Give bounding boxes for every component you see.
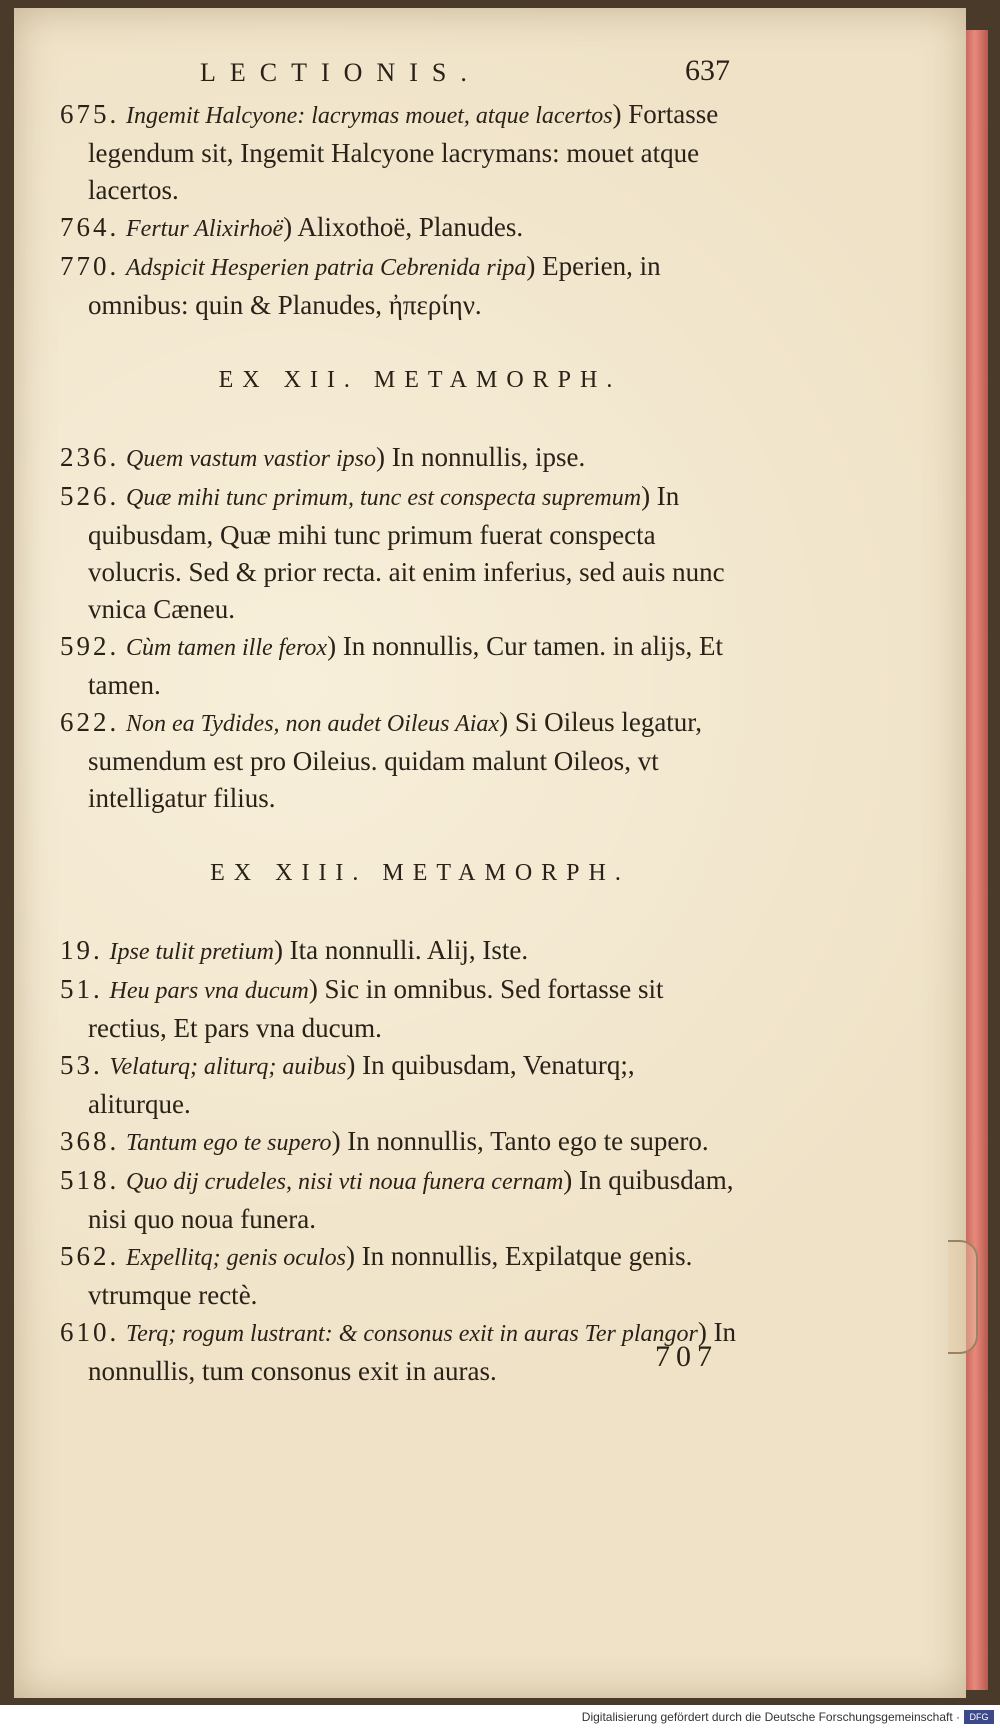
funding-credit: Digitalisierung gefördert durch die Deutsche Forschungsgemeinschaft ·	[581, 1710, 960, 1724]
commentary: ) Alixothoë, Planudes.	[283, 212, 524, 242]
running-head	[200, 54, 730, 98]
line-number: 53.	[60, 1050, 103, 1080]
lemma: Cùm tamen ille ferox	[126, 635, 328, 661]
line-number: 770.	[60, 251, 120, 281]
lemma: Heu pars vna ducum	[109, 978, 309, 1004]
line-number: 236.	[60, 442, 120, 472]
entry	[60, 478, 740, 628]
entry	[60, 1047, 740, 1123]
entry	[60, 971, 740, 1047]
entry	[60, 1314, 740, 1390]
running-title: LECTIONIS.	[200, 58, 481, 87]
lemma: Ingemit Halcyone: lacrymas mouet, atque lacertos	[126, 103, 613, 129]
lemma: Tantum ego te supero	[126, 1130, 332, 1156]
lemma: Non ea Tydides, non audet Oileus Aiax	[126, 711, 500, 737]
dfg-logo: DFG	[964, 1710, 994, 1724]
entry	[60, 248, 740, 324]
commentary: ) In quibusdam, Quæ mihi tunc primum fuerat conspecta volucris. Sed & prior recta. ait enim inferius, sed auis nunc vnica Cæneu.	[88, 481, 725, 624]
line-number: 51.	[60, 974, 103, 1004]
commentary: ) In nonnullis, Tanto ego te supero.	[331, 1126, 709, 1156]
entry	[60, 96, 740, 209]
commentary: ) In nonnullis, tum consonus exit in auras.	[88, 1317, 737, 1386]
lemma: Fertur Alixirhoë	[126, 216, 284, 242]
text-block	[60, 96, 740, 1390]
entry	[60, 1123, 740, 1162]
entry	[60, 1238, 740, 1314]
lemma: Velaturq; aliturq; auibus	[109, 1054, 347, 1080]
page-edge	[966, 30, 988, 1690]
line-number: 368.	[60, 1126, 120, 1156]
line-number: 518.	[60, 1165, 120, 1195]
line-number: 526.	[60, 481, 120, 511]
commentary: ) Fortasse legendum sit, Ingemit Halcyone lacrymans: mouet atque lacertos.	[88, 99, 719, 205]
entry	[60, 1162, 740, 1238]
line-number: 622.	[60, 707, 120, 737]
commentary: ) In quibusdam, nisi quo noua funera.	[88, 1165, 734, 1234]
line-number: 675.	[60, 99, 120, 129]
commentary: ) Si Oileus legatur, sumendum est pro Oileius. quidam malunt Oileos, vt intelligatur filius.	[88, 707, 702, 813]
page-number: 637	[685, 54, 730, 87]
line-number: 562.	[60, 1241, 120, 1271]
line-number: 764.	[60, 212, 120, 242]
entry	[60, 932, 740, 971]
lemma: Expellitq; genis oculos	[126, 1245, 346, 1271]
section-heading-xiii: EX XIII. METAMORPH.	[210, 860, 630, 886]
entry	[60, 439, 740, 478]
entry	[60, 704, 740, 817]
credit-bar	[0, 1705, 1000, 1731]
commentary: ) In nonnullis, ipse.	[375, 442, 586, 472]
commentary: ) Sic in omnibus. Sed fortasse sit rectius, Et pars vna ducum.	[88, 974, 664, 1043]
commentary: ) In quibusdam, Venaturq;, aliturque.	[88, 1050, 635, 1119]
page-tab	[948, 1240, 978, 1354]
line-number: 610.	[60, 1317, 120, 1347]
commentary: ) Eperien, in omnibus: quin & Planudes, ἠπερίην.	[88, 251, 661, 320]
lemma: Quo dij crudeles, nisi vti noua funera cernam	[126, 1169, 564, 1195]
lemma: Adspicit Hesperien patria Cebrenida ripa	[126, 255, 527, 281]
commentary: ) In nonnullis, Cur tamen. in alijs, Et tamen.	[88, 631, 724, 700]
line-number: 592.	[60, 631, 120, 661]
entry	[60, 628, 740, 704]
section-heading-xii: EX XII. METAMORPH.	[218, 367, 622, 393]
catchword-number: 707	[655, 1340, 718, 1373]
commentary: ) In nonnullis, Expilatque genis. vtrumque rectè.	[88, 1241, 693, 1310]
lemma: Ipse tulit pretium	[109, 939, 274, 965]
commentary: ) Ita nonnulli. Alij, Iste.	[273, 935, 529, 965]
lemma: Terq; rogum lustrant: & consonus exit in auras Ter plangor	[126, 1321, 698, 1347]
entry	[60, 209, 740, 248]
line-number: 19.	[60, 935, 103, 965]
lemma: Quæ mihi tunc primum, tunc est conspecta supremum	[126, 485, 642, 511]
lemma: Quem vastum vastior ipso	[126, 446, 376, 472]
